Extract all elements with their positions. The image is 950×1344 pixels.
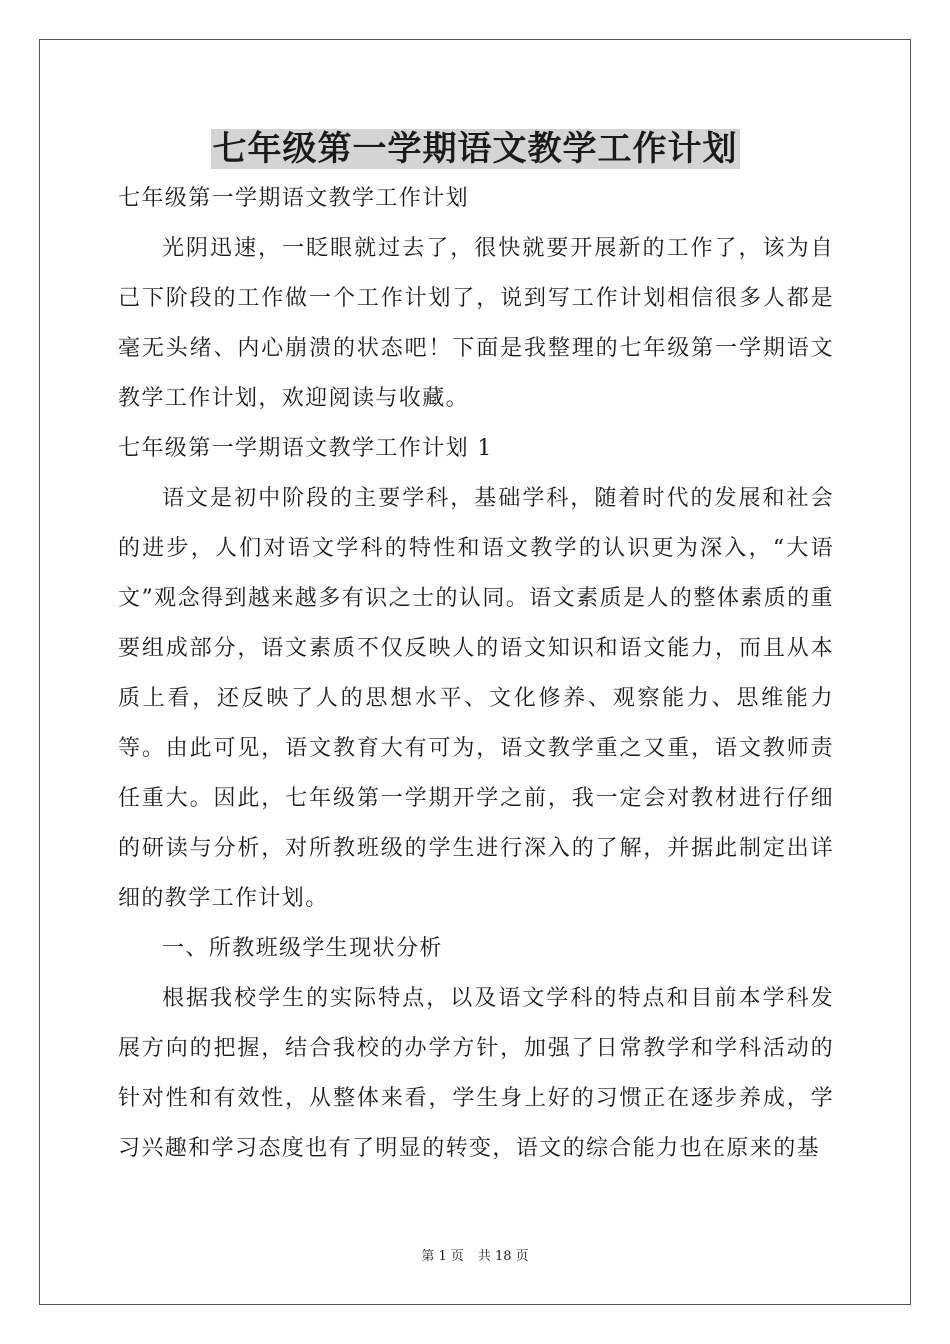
- subtitle-paragraph: 七年级第一学期语文教学工作计划: [118, 186, 470, 211]
- body-paragraph: 根据我校学生的实际特点，以及语文学科的特点和目前本学科发展方向的把握，结合我校的办学方针，加强了日常教学和学科活动的针对性和有效性，从整体来看，学生身上好的习惯正在逐步养成，学习兴趣和学习态度也有了明显的转变，语文的综合能力也在原来的基: [118, 986, 834, 1161]
- document-body: [118, 174, 834, 1174]
- section-heading-plan-1: 七年级第一学期语文教学工作计划 1: [118, 436, 493, 461]
- intro-paragraph: 光阴迅速，一眨眼就过去了，很快就要开展新的工作了，该为自己下阶段的工作做一个工作计划了，说到写工作计划相信很多人都是毫无头绪、内心崩溃的状态吧！下面是我整理的七年级第一学期语文教学工作计划，欢迎阅读与收藏。: [118, 236, 834, 411]
- subsection-heading: 一、所教班级学生现状分析: [162, 936, 443, 961]
- page-number-total: 共 18 页: [477, 1249, 529, 1264]
- document-title-text: 七年级第一学期语文教学工作计划: [212, 129, 738, 169]
- body-paragraph: 语文是初中阶段的主要学科，基础学科，随着时代的发展和社会的进步，人们对语文学科的特性和语文教学的认识更为深入，“大语文”观念得到越来越多有识之士的认同。语文素质是人的整体素质的重要组成部分，语文素质不仅反映人的语文知识和语文能力，而且从本质上看，还反映了人的思想水平、文化修养、观察能力、思维能力等。由此可见，语文教育大有可为，语文教学重之又重，语文教师责任重大。因此，七年级第一学期开学之前，我一定会对教材进行仔细的研读与分析，对所教班级的学生进行深入的了解，并据此制定出详细的教学工作计划。: [118, 486, 834, 911]
- page-number-current: 第 1 页: [421, 1249, 464, 1264]
- page-footer: [0, 1248, 950, 1266]
- document-title: [0, 124, 950, 174]
